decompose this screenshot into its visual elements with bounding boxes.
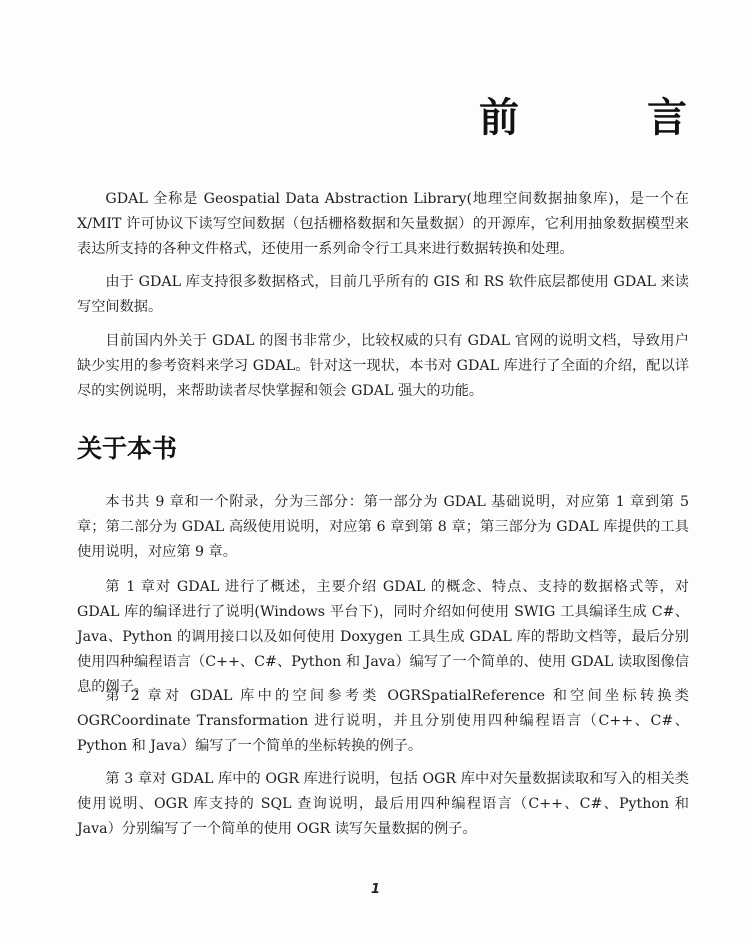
page-number: 1 bbox=[370, 882, 381, 897]
about-paragraph-3: 第 2 章对 GDAL 库中的空间参考类 OGRSpatialReference 和空间坐标转换类 OGRCoordinate Transformation 进行说明，并且分别使用四种编程语言（C++、C#、Python 和 Java）编写了一个简单的坐标转换的例子。 bbox=[77, 688, 689, 754]
about-paragraph-4: 第 3 章对 GDAL 库中的 OGR 库进行说明，包括 OGR 库中对矢量数据读取和写入的相关类使用说明、OGR 库支持的 SQL 查询说明，最后用四种编程语言（C++、C#、Python 和 Java）分别编写了一个简单的使用 OGR 读写矢量数据的例子。 bbox=[77, 771, 689, 837]
about-paragraph-2: 第 1 章对 GDAL 进行了概述，主要介绍 GDAL 的概念、特点、支持的数据格式等，对 GDAL 库的编译进行了说明(Windows 平台下)，同时介绍如何使用 SWIG 工具编译生成 C#、Java、Python 的调用接口以及如何使用 Doxygen 工具生成 GDAL 库的帮助文档等，最后分别使用四种编程语言（C++、C#、Python 和 Java）编写了一个简单的、使用 GDAL 读取图像信息的例子。 bbox=[77, 579, 689, 695]
preface-paragraph-1: GDAL 全称是 Geospatial Data Abstraction Library(地理空间数据抽象库)，是一个在 X/MIT 许可协议下读写空间数据（包括栅格数据和矢量数据）的开源库，它利用抽象数据模型来表达所支持的各种文件格式，还使用一系列命令行工具来进行数据转换和处理。 bbox=[77, 191, 689, 257]
preface-paragraph-2: 由于 GDAL 库支持很多数据格式，目前几乎所有的 GIS 和 RS 软件底层都使用 GDAL 来读写空间数据。 bbox=[77, 274, 689, 315]
chapter-title: 前 言 bbox=[479, 93, 731, 141]
preface-paragraph-3: 目前国内外关于 GDAL 的图书非常少，比较权威的只有 GDAL 官网的说明文档，导致用户缺少实用的参考资料来学习 GDAL。针对这一现状，本书对 GDAL 库进行了全面的介绍，配以详尽的实例说明，来帮助读者尽快掌握和领会 GDAL 强大的功能。 bbox=[77, 333, 689, 399]
about-paragraph-1: 本书共 9 章和一个附录，分为三部分：第一部分为 GDAL 基础说明，对应第 1 章到第 5 章；第二部分为 GDAL 高级使用说明，对应第 6 章到第 8 章；第三部分为 GDAL 库提供的工具使用说明，对应第 9 章。 bbox=[77, 494, 689, 560]
section-heading-about-book: 关于本书 bbox=[77, 434, 178, 463]
